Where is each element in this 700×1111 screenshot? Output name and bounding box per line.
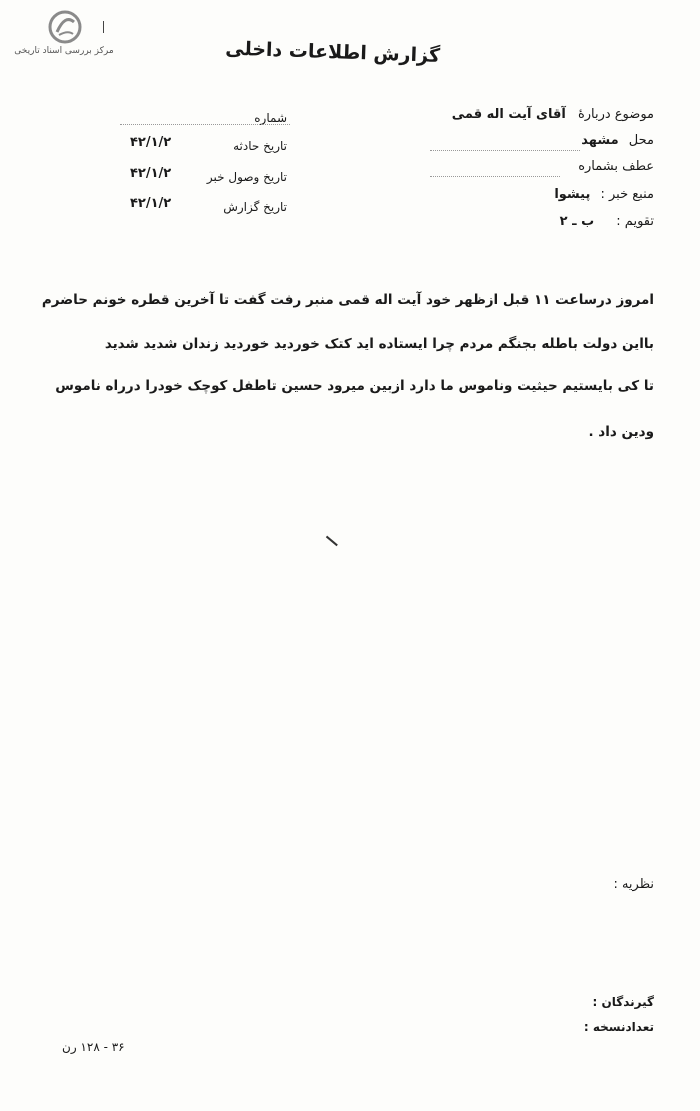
body-line-1: امروز درساعت ۱۱ قبل ازظهر خود آیت اله قمی منبر رفت گفت تا آخرین قطره خونم حاضرم <box>41 292 654 308</box>
page-title: گزارش اطلاعات داخلی <box>224 37 441 67</box>
body-line-4: ودین داد . <box>588 424 654 440</box>
source-label: منبع خبر : <box>600 187 654 202</box>
body-line-2: بااین دولت باطله بجنگم مردم چرا ایستاده اید کتک خوردید خوردید زندان شدید شدید <box>104 336 654 352</box>
evaluation-label: تقویم : <box>616 214 654 229</box>
incident-date-label: تاریخ حادثه <box>233 139 287 153</box>
copies-label: تعدادنسخه : <box>583 1020 654 1034</box>
receipt-date-label: تاریخ وصول خبر <box>206 170 287 184</box>
stray-pen-mark <box>326 536 338 546</box>
archive-logo <box>14 10 114 60</box>
reference-fill-line <box>430 176 560 177</box>
location-row <box>581 133 654 148</box>
incident-date-value: ۴۲/۱/۲ <box>130 135 172 150</box>
subject-row <box>452 107 654 122</box>
location-label: محل <box>628 133 654 148</box>
body-line-3: تا کی بایستیم حیثیت وناموس ما دارد ازبین میرود حسین تاطفل کوچک خودرا درراه ناموس <box>55 378 654 394</box>
report-date-label: تاریخ گزارش <box>223 200 287 214</box>
report-date-value: ۴۲/۱/۲ <box>130 196 172 211</box>
evaluation-row <box>560 214 654 229</box>
number-fill-line <box>120 124 290 125</box>
archive-logo-text: مرکز بررسی اسناد تاریخی <box>14 46 114 56</box>
corner-mark <box>103 21 110 33</box>
subject-label: موضوع دربارهٔ <box>577 107 654 122</box>
evaluation-value: ب ـ ۲ <box>559 214 595 229</box>
form-code: ۳۶ - ۱۲۸ رن <box>62 1040 125 1054</box>
receipt-date-value: ۴۲/۱/۲ <box>130 166 172 181</box>
location-value: مشهد <box>581 133 619 148</box>
number-label: شماره <box>254 111 287 125</box>
recipients-label: گیرندگان : <box>592 995 654 1009</box>
source-value: پیشوا <box>554 187 591 202</box>
subject-value: آقای آیت اله قمی <box>451 107 566 122</box>
reference-label: عطف بشماره <box>578 159 654 174</box>
location-fill-line <box>430 150 580 151</box>
source-row <box>554 187 654 202</box>
opinion-label: نظریه : <box>613 877 654 892</box>
archive-logo-icon <box>48 10 82 44</box>
